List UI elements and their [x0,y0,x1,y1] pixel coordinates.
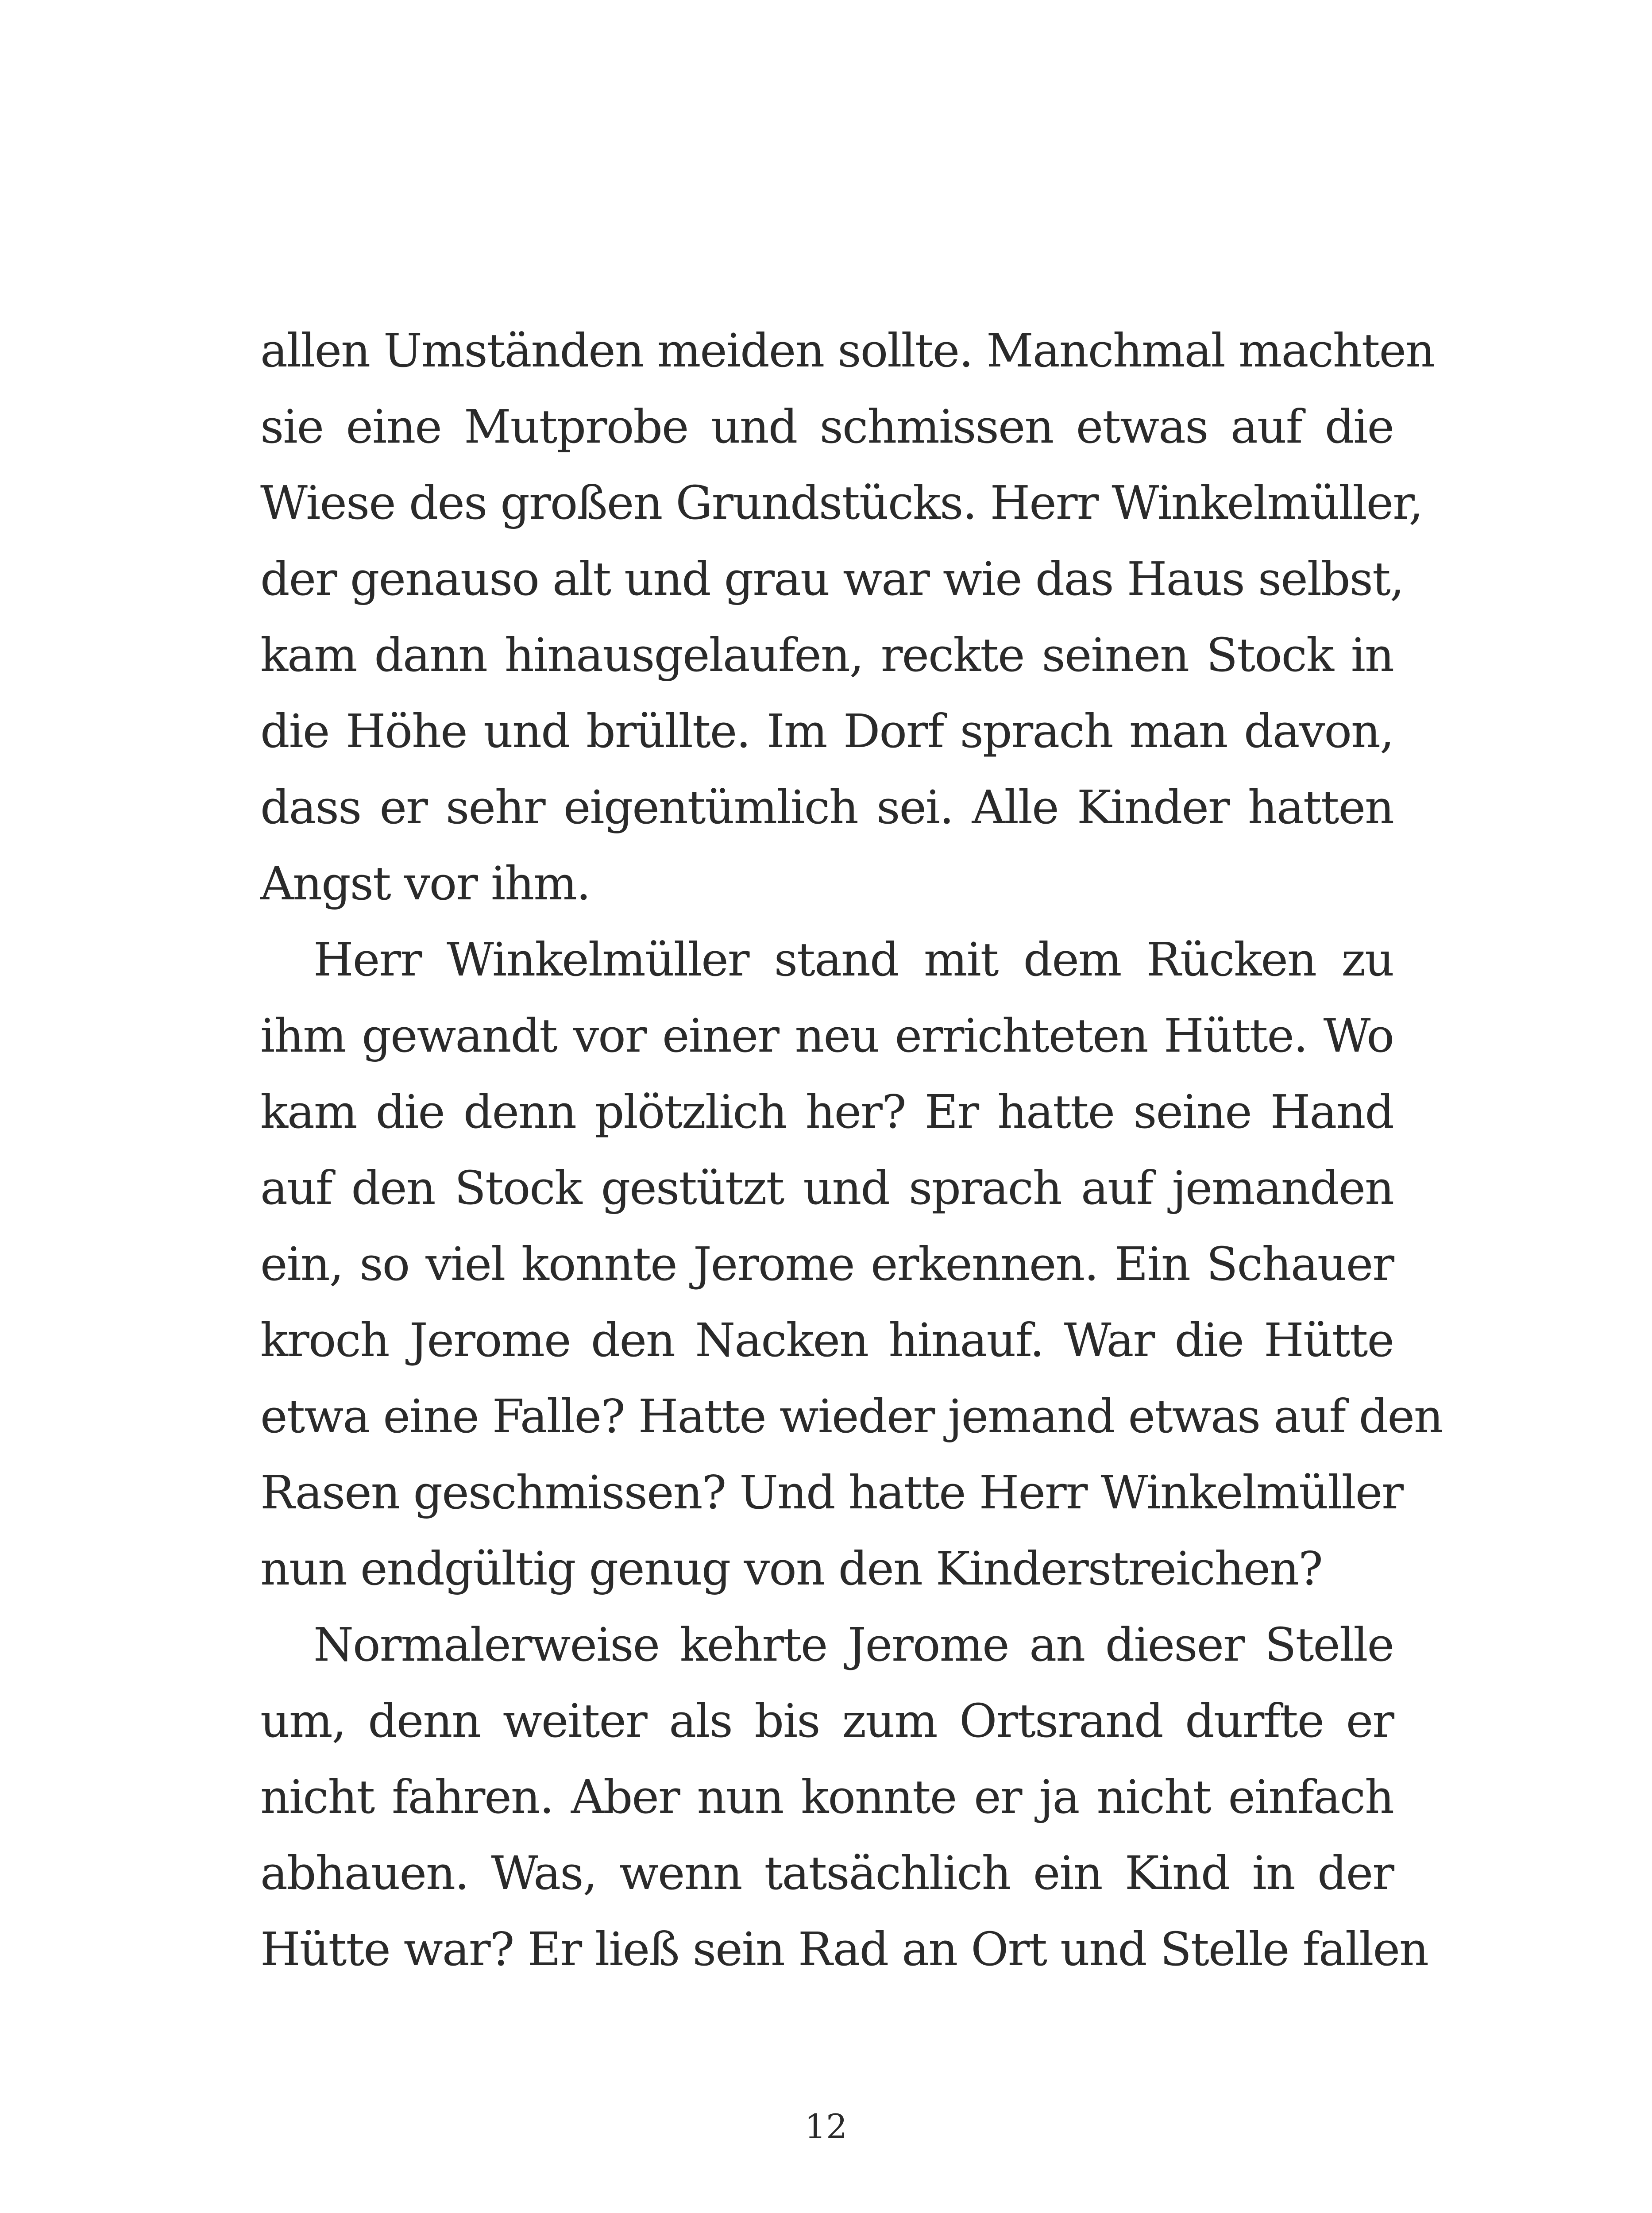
text-line: etwa eine Falle? Hatte wieder jemand etwas auf den [260,1389,1443,1443]
text-line: ein, so viel konnte Jerome erkennen. Ein Schauer [260,1237,1393,1291]
text-line: Hütte war? Er ließ sein Rad an Ort und Stelle fallen [260,1922,1428,1976]
text-line: der genauso alt und grau war wie das Haus selbst, [260,552,1404,606]
text-line: kam dann hinausgelaufen, reckte seinen Stock in [260,628,1393,682]
text-line: Wiese des großen Grundstücks. Herr Winkelmüller, [260,476,1423,530]
text-line: auf den Stock gestützt und sprach auf jemanden [260,1161,1393,1215]
text-line: nicht fahren. Aber nun konnte er ja nicht einfach [260,1770,1393,1824]
text-line: dass er sehr eigentümlich sei. Alle Kinder hatten [260,780,1393,834]
text-line: kroch Jerome den Nacken hinauf. War die Hütte [260,1313,1393,1367]
text-line: Normalerweise kehrte Jerome an dieser Stelle [313,1618,1393,1672]
text-line: abhauen. Was, wenn tatsächlich ein Kind in der [260,1846,1393,1900]
text-line: kam die denn plötzlich her? Er hatte seine Hand [260,1085,1393,1139]
text-line: sie eine Mutprobe und schmissen etwas auf die [260,400,1393,454]
text-line: Angst vor ihm. [260,856,590,910]
body-text [260,312,1443,1987]
text-line: Rasen geschmissen? Und hatte Herr Winkelmüller [260,1465,1403,1519]
text-line: nun endgültig genug von den Kinderstreichen? [260,1542,1322,1596]
text-line: die Höhe und brüllte. Im Dorf sprach man davon, [260,704,1393,758]
text-line: ihm gewandt vor einer neu errichteten Hütte. Wo [260,1009,1393,1063]
page-number: 12 [804,2107,848,2146]
text-line: um, denn weiter als bis zum Ortsrand durfte er [260,1694,1393,1748]
text-line: Herr Winkelmüller stand mit dem Rücken zu [313,933,1393,987]
text-line: allen Umständen meiden sollte. Manchmal machten [260,324,1435,378]
